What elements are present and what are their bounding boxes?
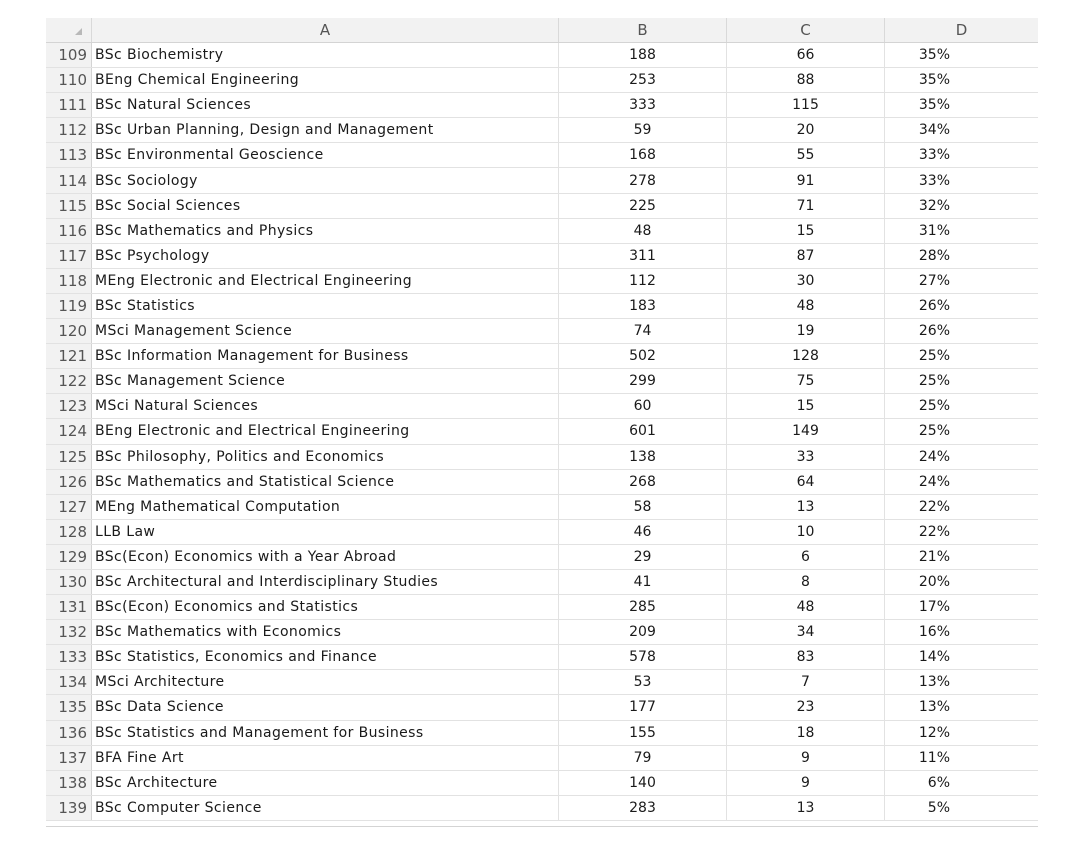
- cell-d[interactable]: 25%: [918, 398, 950, 415]
- cell-c[interactable]: 13: [727, 796, 885, 820]
- cell-a[interactable]: BSc Philosophy, Politics and Economics: [92, 445, 559, 469]
- cell-b[interactable]: 278: [559, 168, 727, 192]
- cell-c[interactable]: 64: [727, 470, 885, 494]
- table-row: [46, 319, 1038, 344]
- cell-d[interactable]: 35%: [918, 47, 950, 64]
- row-header[interactable]: 130: [46, 570, 92, 594]
- cell-d[interactable]: 16%: [918, 624, 950, 641]
- cell-d[interactable]: 24%: [918, 448, 950, 465]
- cell-a[interactable]: BSc Computer Science: [92, 796, 559, 820]
- cell-a[interactable]: BSc Mathematics and Physics: [92, 219, 559, 243]
- table-row: [46, 645, 1038, 670]
- cell-a[interactable]: BSc(Econ) Economics with a Year Abroad: [92, 545, 559, 569]
- cell-b[interactable]: 209: [559, 620, 727, 644]
- cell-d[interactable]: 22%: [918, 523, 950, 540]
- cell-d[interactable]: 25%: [918, 423, 950, 440]
- table-row: [46, 394, 1038, 419]
- select-all-corner[interactable]: [46, 18, 92, 42]
- cell-c[interactable]: 8: [727, 570, 885, 594]
- cell-b[interactable]: 502: [559, 344, 727, 368]
- table-row: [46, 721, 1038, 746]
- cell-b[interactable]: 29: [559, 545, 727, 569]
- cell-d[interactable]: 32%: [918, 197, 950, 214]
- row-header[interactable]: 123: [46, 394, 92, 418]
- table-row: [46, 419, 1038, 444]
- cell-d[interactable]: 33%: [918, 172, 950, 189]
- table-row: [46, 620, 1038, 645]
- row-header[interactable]: 138: [46, 771, 92, 795]
- cell-a[interactable]: MEng Electronic and Electrical Engineering: [92, 269, 559, 293]
- cell-a[interactable]: BFA Fine Art: [92, 746, 559, 770]
- cell-d[interactable]: 13%: [918, 699, 950, 716]
- cell-b[interactable]: 578: [559, 645, 727, 669]
- cell-a[interactable]: BSc Environmental Geoscience: [92, 143, 559, 167]
- table-row: [46, 470, 1038, 495]
- cell-c[interactable]: 9: [727, 746, 885, 770]
- spreadsheet-grid: [46, 18, 1038, 821]
- column-header-a[interactable]: A: [92, 18, 559, 42]
- cell-d[interactable]: 25%: [918, 348, 950, 365]
- cell-d[interactable]: 21%: [918, 548, 950, 565]
- cell-d[interactable]: 14%: [918, 649, 950, 666]
- table-row: [46, 445, 1038, 470]
- cell-c[interactable]: 15: [727, 394, 885, 418]
- row-header[interactable]: 114: [46, 168, 92, 192]
- cell-c[interactable]: 48: [727, 595, 885, 619]
- cell-c[interactable]: 23: [727, 695, 885, 719]
- row-header[interactable]: 111: [46, 93, 92, 117]
- column-header-row: [46, 18, 1038, 43]
- cell-b[interactable]: 311: [559, 244, 727, 268]
- table-row: [46, 545, 1038, 570]
- table-row: [46, 194, 1038, 219]
- cell-a[interactable]: BSc Statistics, Economics and Finance: [92, 645, 559, 669]
- cell-d[interactable]: 33%: [918, 147, 950, 164]
- cell-b[interactable]: 48: [559, 219, 727, 243]
- cell-d[interactable]: 24%: [918, 473, 950, 490]
- cell-c[interactable]: 87: [727, 244, 885, 268]
- row-header[interactable]: 126: [46, 470, 92, 494]
- cell-a[interactable]: BSc Urban Planning, Design and Management: [92, 118, 559, 142]
- row-header[interactable]: 119: [46, 294, 92, 318]
- cell-b[interactable]: 225: [559, 194, 727, 218]
- row-header[interactable]: 128: [46, 520, 92, 544]
- cell-d[interactable]: 11%: [918, 749, 950, 766]
- cell-b[interactable]: 333: [559, 93, 727, 117]
- cell-b[interactable]: 299: [559, 369, 727, 393]
- cell-d[interactable]: 31%: [918, 222, 950, 239]
- select-all-icon: [75, 28, 82, 35]
- table-row: [46, 219, 1038, 244]
- table-row: [46, 695, 1038, 720]
- cell-b[interactable]: 285: [559, 595, 727, 619]
- cell-b[interactable]: 79: [559, 746, 727, 770]
- cell-b[interactable]: 60: [559, 394, 727, 418]
- cell-d[interactable]: 13%: [918, 674, 950, 691]
- cell-b[interactable]: 601: [559, 419, 727, 443]
- row-header[interactable]: 113: [46, 143, 92, 167]
- cell-c[interactable]: 13: [727, 495, 885, 519]
- cell-b[interactable]: 46: [559, 520, 727, 544]
- row-header[interactable]: 131: [46, 595, 92, 619]
- cell-b[interactable]: 253: [559, 68, 727, 92]
- cell-c[interactable]: 33: [727, 445, 885, 469]
- cell-b[interactable]: 283: [559, 796, 727, 820]
- column-header-c[interactable]: C: [727, 18, 885, 42]
- cell-a[interactable]: MSci Management Science: [92, 319, 559, 343]
- cell-a[interactable]: BSc Architecture: [92, 771, 559, 795]
- cell-c[interactable]: 75: [727, 369, 885, 393]
- row-header[interactable]: 121: [46, 344, 92, 368]
- cell-a[interactable]: BSc Biochemistry: [92, 43, 559, 67]
- cell-a[interactable]: BSc Data Science: [92, 695, 559, 719]
- cell-c[interactable]: 7: [727, 670, 885, 694]
- row-header[interactable]: 139: [46, 796, 92, 820]
- table-row: [46, 244, 1038, 269]
- row-header[interactable]: 109: [46, 43, 92, 67]
- row-header[interactable]: 136: [46, 721, 92, 745]
- table-row: [46, 796, 1038, 821]
- cell-a[interactable]: BSc Mathematics and Statistical Science: [92, 470, 559, 494]
- cell-d[interactable]: 34%: [918, 122, 950, 139]
- cell-a[interactable]: BSc Architectural and Interdisciplinary Studies: [92, 570, 559, 594]
- cell-a[interactable]: BSc Mathematics with Economics: [92, 620, 559, 644]
- cell-d[interactable]: 12%: [918, 724, 950, 741]
- table-row: [46, 670, 1038, 695]
- cell-c[interactable]: 10: [727, 520, 885, 544]
- cell-a[interactable]: BSc Information Management for Business: [92, 344, 559, 368]
- cell-c[interactable]: 19: [727, 319, 885, 343]
- cell-d[interactable]: 22%: [918, 498, 950, 515]
- cell-d[interactable]: 5%: [927, 799, 950, 816]
- cell-c[interactable]: 115: [727, 93, 885, 117]
- cell-c[interactable]: 48: [727, 294, 885, 318]
- cell-a[interactable]: MSci Natural Sciences: [92, 394, 559, 418]
- cell-a[interactable]: BEng Electronic and Electrical Engineering: [92, 419, 559, 443]
- cell-d[interactable]: 28%: [918, 247, 950, 264]
- cell-c[interactable]: 91: [727, 168, 885, 192]
- cell-c[interactable]: 71: [727, 194, 885, 218]
- cell-d[interactable]: 25%: [918, 373, 950, 390]
- cell-a[interactable]: BSc Social Sciences: [92, 194, 559, 218]
- cell-c[interactable]: 9: [727, 771, 885, 795]
- cell-c[interactable]: 55: [727, 143, 885, 167]
- cell-b[interactable]: 268: [559, 470, 727, 494]
- cell-c[interactable]: 15: [727, 219, 885, 243]
- table-row: [46, 570, 1038, 595]
- cell-b[interactable]: 188: [559, 43, 727, 67]
- cell-b[interactable]: 183: [559, 294, 727, 318]
- cell-c[interactable]: 20: [727, 118, 885, 142]
- cell-c[interactable]: 88: [727, 68, 885, 92]
- row-header[interactable]: 132: [46, 620, 92, 644]
- cell-a[interactable]: BSc Natural Sciences: [92, 93, 559, 117]
- table-row: [46, 746, 1038, 771]
- cell-b[interactable]: 177: [559, 695, 727, 719]
- grid-bottom-border: [46, 826, 1038, 827]
- table-row: [46, 294, 1038, 319]
- cell-b[interactable]: 41: [559, 570, 727, 594]
- row-header[interactable]: 110: [46, 68, 92, 92]
- cell-c[interactable]: 128: [727, 344, 885, 368]
- cell-b[interactable]: 58: [559, 495, 727, 519]
- row-header[interactable]: 117: [46, 244, 92, 268]
- cell-c[interactable]: 66: [727, 43, 885, 67]
- cell-c[interactable]: 149: [727, 419, 885, 443]
- cell-a[interactable]: MEng Mathematical Computation: [92, 495, 559, 519]
- cell-b[interactable]: 74: [559, 319, 727, 343]
- row-header[interactable]: 118: [46, 269, 92, 293]
- row-header[interactable]: 129: [46, 545, 92, 569]
- table-row: [46, 93, 1038, 118]
- cell-b[interactable]: 112: [559, 269, 727, 293]
- table-row: [46, 68, 1038, 93]
- table-row: [46, 771, 1038, 796]
- cell-c[interactable]: 18: [727, 721, 885, 745]
- row-header[interactable]: 135: [46, 695, 92, 719]
- cell-a[interactable]: LLB Law: [92, 520, 559, 544]
- cell-a[interactable]: BSc Statistics: [92, 294, 559, 318]
- table-row: [46, 595, 1038, 620]
- cell-b[interactable]: 59: [559, 118, 727, 142]
- cell-b[interactable]: 53: [559, 670, 727, 694]
- cell-b[interactable]: 155: [559, 721, 727, 745]
- table-row: [46, 118, 1038, 143]
- row-header[interactable]: 122: [46, 369, 92, 393]
- cell-d[interactable]: 35%: [918, 97, 950, 114]
- cell-d[interactable]: 20%: [918, 574, 950, 591]
- row-header[interactable]: 116: [46, 219, 92, 243]
- table-row: [46, 369, 1038, 394]
- table-row: [46, 168, 1038, 193]
- cell-d[interactable]: 26%: [918, 323, 950, 340]
- row-header[interactable]: 134: [46, 670, 92, 694]
- cell-c[interactable]: 30: [727, 269, 885, 293]
- cell-d[interactable]: 35%: [918, 72, 950, 89]
- cell-a[interactable]: BSc(Econ) Economics and Statistics: [92, 595, 559, 619]
- cell-b[interactable]: 138: [559, 445, 727, 469]
- cell-a[interactable]: BSc Psychology: [92, 244, 559, 268]
- table-row: [46, 269, 1038, 294]
- cell-a[interactable]: BSc Management Science: [92, 369, 559, 393]
- cell-a[interactable]: BEng Chemical Engineering: [92, 68, 559, 92]
- row-header[interactable]: 133: [46, 645, 92, 669]
- cell-a[interactable]: BSc Statistics and Management for Business: [92, 721, 559, 745]
- table-row: [46, 520, 1038, 545]
- row-header[interactable]: 115: [46, 194, 92, 218]
- cell-a[interactable]: BSc Sociology: [92, 168, 559, 192]
- row-header[interactable]: 127: [46, 495, 92, 519]
- cell-b[interactable]: 168: [559, 143, 727, 167]
- cell-d[interactable]: 17%: [918, 599, 950, 616]
- rows-container: [46, 43, 1038, 821]
- row-header[interactable]: 137: [46, 746, 92, 770]
- cell-d[interactable]: 6%: [927, 774, 950, 791]
- row-header[interactable]: 124: [46, 419, 92, 443]
- cell-d[interactable]: 27%: [918, 272, 950, 289]
- row-header[interactable]: 112: [46, 118, 92, 142]
- row-header[interactable]: 125: [46, 445, 92, 469]
- cell-a[interactable]: MSci Architecture: [92, 670, 559, 694]
- table-row: [46, 143, 1038, 168]
- cell-c[interactable]: 6: [727, 545, 885, 569]
- cell-c[interactable]: 34: [727, 620, 885, 644]
- table-row: [46, 43, 1038, 68]
- cell-c[interactable]: 83: [727, 645, 885, 669]
- column-header-b[interactable]: B: [559, 18, 727, 42]
- row-header[interactable]: 120: [46, 319, 92, 343]
- column-header-d[interactable]: D: [955, 21, 968, 39]
- table-row: [46, 344, 1038, 369]
- cell-b[interactable]: 140: [559, 771, 727, 795]
- table-row: [46, 495, 1038, 520]
- cell-d[interactable]: 26%: [918, 297, 950, 314]
